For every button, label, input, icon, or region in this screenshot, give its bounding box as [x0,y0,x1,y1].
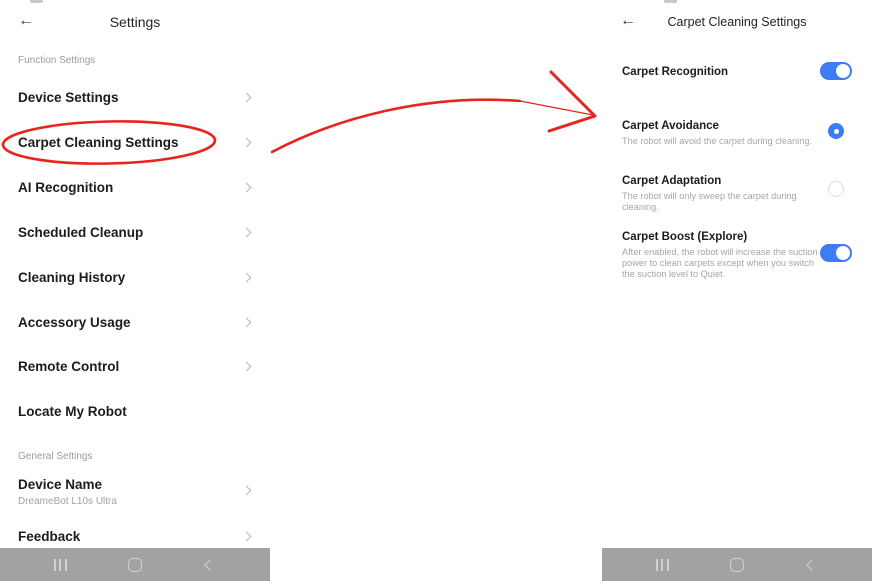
list-item-label: Locate My Robot [18,404,127,419]
list-item-cleaning-history[interactable] [18,268,258,290]
setting-description: After enabled, the robot will increase the suction power to clean carpets except when you switch the suction level to Quiet. [622,247,818,279]
list-item-label: Accessory Usage [18,315,131,330]
recent-apps-icon [54,559,67,571]
list-item-label: Cleaning History [18,270,126,285]
section-label-general-settings: General Settings [18,451,93,462]
carpet-settings-header [602,10,872,36]
annotation-arrow-shaft [272,100,520,152]
nav-back-button[interactable] [800,553,824,577]
list-item-locate-my-robot[interactable] [18,402,258,424]
list-item-scheduled-cleanup[interactable] [18,223,258,245]
settings-screen [0,0,270,581]
nav-back-icon [204,559,215,570]
list-item-label: Remote Control [18,359,120,374]
annotation-arrow-head [549,72,595,131]
recent-apps-button[interactable] [48,553,72,577]
carpet-adaptation-radio[interactable] [828,181,844,197]
annotation-arrow-shaft-tip [520,101,593,115]
chevron-right-icon [242,532,252,542]
list-item-label: Device Name [18,477,103,492]
home-button[interactable] [725,553,749,577]
nav-back-icon [806,559,817,570]
setting-label: Carpet Avoidance [622,120,719,132]
list-item-accessory-usage[interactable] [18,313,258,335]
status-bar-remnant [30,0,43,3]
chevron-right-icon [242,273,252,283]
list-item-device-name[interactable] [18,475,258,509]
section-label-function-settings: Function Settings [18,55,96,66]
setting-label: Carpet Adaptation [622,175,722,187]
status-bar-remnant [664,0,677,3]
setting-description: The robot will avoid the carpet during cleaning. [622,136,812,146]
home-icon [128,558,142,572]
setting-carpet-adaptation[interactable] [622,171,852,213]
carpet-cleaning-settings-screen [602,0,872,581]
list-item-carpet-cleaning-settings[interactable] [18,133,258,155]
setting-carpet-recognition [622,62,852,82]
back-icon[interactable]: ← [620,12,636,29]
chevron-right-icon [242,318,252,328]
android-nav-bar [0,548,270,581]
recent-apps-icon [656,559,669,571]
chevron-right-icon [242,138,252,148]
setting-carpet-boost [622,227,852,280]
home-icon [730,558,744,572]
setting-label: Carpet Recognition [622,66,729,78]
list-item-feedback[interactable] [18,527,258,549]
page-title: Settings [109,14,161,30]
settings-header [0,10,270,36]
list-item-remote-control[interactable] [18,357,258,379]
list-item-device-settings[interactable] [18,88,258,110]
page-title: Carpet Cleaning Settings [667,15,807,29]
list-item-label: Feedback [18,529,81,544]
carpet-avoidance-radio[interactable] [828,123,844,139]
chevron-right-icon [242,228,252,238]
setting-carpet-avoidance[interactable] [622,116,852,147]
chevron-right-icon [242,93,252,103]
device-name-value: DreameBot L10s Ultra [18,496,117,507]
carpet-boost-toggle[interactable] [820,244,852,262]
chevron-right-icon [242,362,252,372]
setting-description: The robot will only sweep the carpet during cleaning. [622,191,797,212]
list-item-label: Scheduled Cleanup [18,225,144,240]
list-item-label: Device Settings [18,90,119,105]
recent-apps-button[interactable] [650,553,674,577]
back-icon[interactable]: ← [18,12,34,29]
list-item-label: AI Recognition [18,180,114,195]
nav-back-button[interactable] [198,553,222,577]
chevron-right-icon [242,486,252,496]
list-item-label: Carpet Cleaning Settings [18,135,179,150]
chevron-right-icon [242,183,252,193]
carpet-recognition-toggle[interactable] [820,62,852,80]
toggle-knob [836,246,850,260]
android-nav-bar [602,548,872,581]
toggle-knob [836,64,850,78]
list-item-ai-recognition[interactable] [18,178,258,200]
setting-label: Carpet Boost (Explore) [622,231,748,243]
home-button[interactable] [123,553,147,577]
